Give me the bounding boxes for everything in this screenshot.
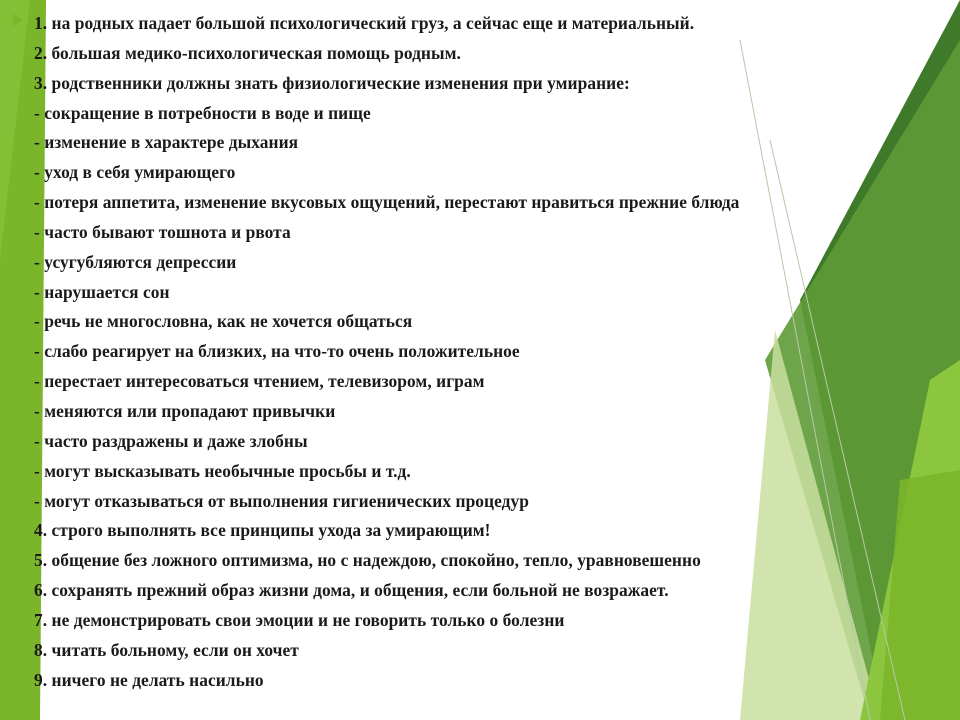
text-line: - часто бывают тошнота и рвота xyxy=(34,221,291,242)
text-line: - потеря аппетита, изменение вкусовых ощущений, перестают нравиться прежние блюда xyxy=(34,192,740,213)
text-line: - слабо реагирует на близких, на что-то очень положительное xyxy=(34,341,520,362)
text-line: - часто раздражены и даже злобны xyxy=(34,430,308,451)
text-line: 2. большая медико-психологическая помощь родным. xyxy=(34,42,461,63)
text-line: - речь не многословна, как не хочется общаться xyxy=(34,311,413,332)
text-line: - могут отказываться от выполнения гигиенических процедур xyxy=(34,490,529,511)
text-line: - меняются или пропадают привычки xyxy=(34,400,336,421)
bullet-arrow-icon xyxy=(13,14,23,26)
text-line: - могут высказывать необычные просьбы и т.д. xyxy=(34,460,411,481)
text-line: 4. строго выполнять все принципы ухода за умирающим! xyxy=(34,520,491,541)
text-line: 9. ничего не делать насильно xyxy=(34,669,264,690)
text-line: 3. родственники должны знать физиологические изменения при умирание: xyxy=(34,72,630,93)
text-line: - перестает интересоваться чтением, телевизором, играм xyxy=(34,371,485,392)
text-line: 8. читать больному, если он хочет xyxy=(34,639,299,660)
text-line: 7. не демонстрировать свои эмоции и не говорить только о болезни xyxy=(34,609,565,630)
text-line: - сокращение в потребности в воде и пище xyxy=(34,102,371,123)
slide-text-body xyxy=(34,9,920,695)
text-line: - нарушается сон xyxy=(34,281,170,302)
text-line: 6. сохранять прежний образ жизни дома, и общения, если больной не возражает. xyxy=(34,580,669,601)
text-line: - изменение в характере дыхания xyxy=(34,132,299,153)
text-line: - усугубляются депрессии xyxy=(34,251,237,272)
text-line: - уход в себя умирающего xyxy=(34,162,236,183)
text-line: 5. общение без ложного оптимизма, но с надеждою, спокойно, тепло, уравновешенно xyxy=(34,550,701,571)
text-line: 1. на родных падает большой психологический груз, а сейчас еще и материальный. xyxy=(34,13,695,33)
